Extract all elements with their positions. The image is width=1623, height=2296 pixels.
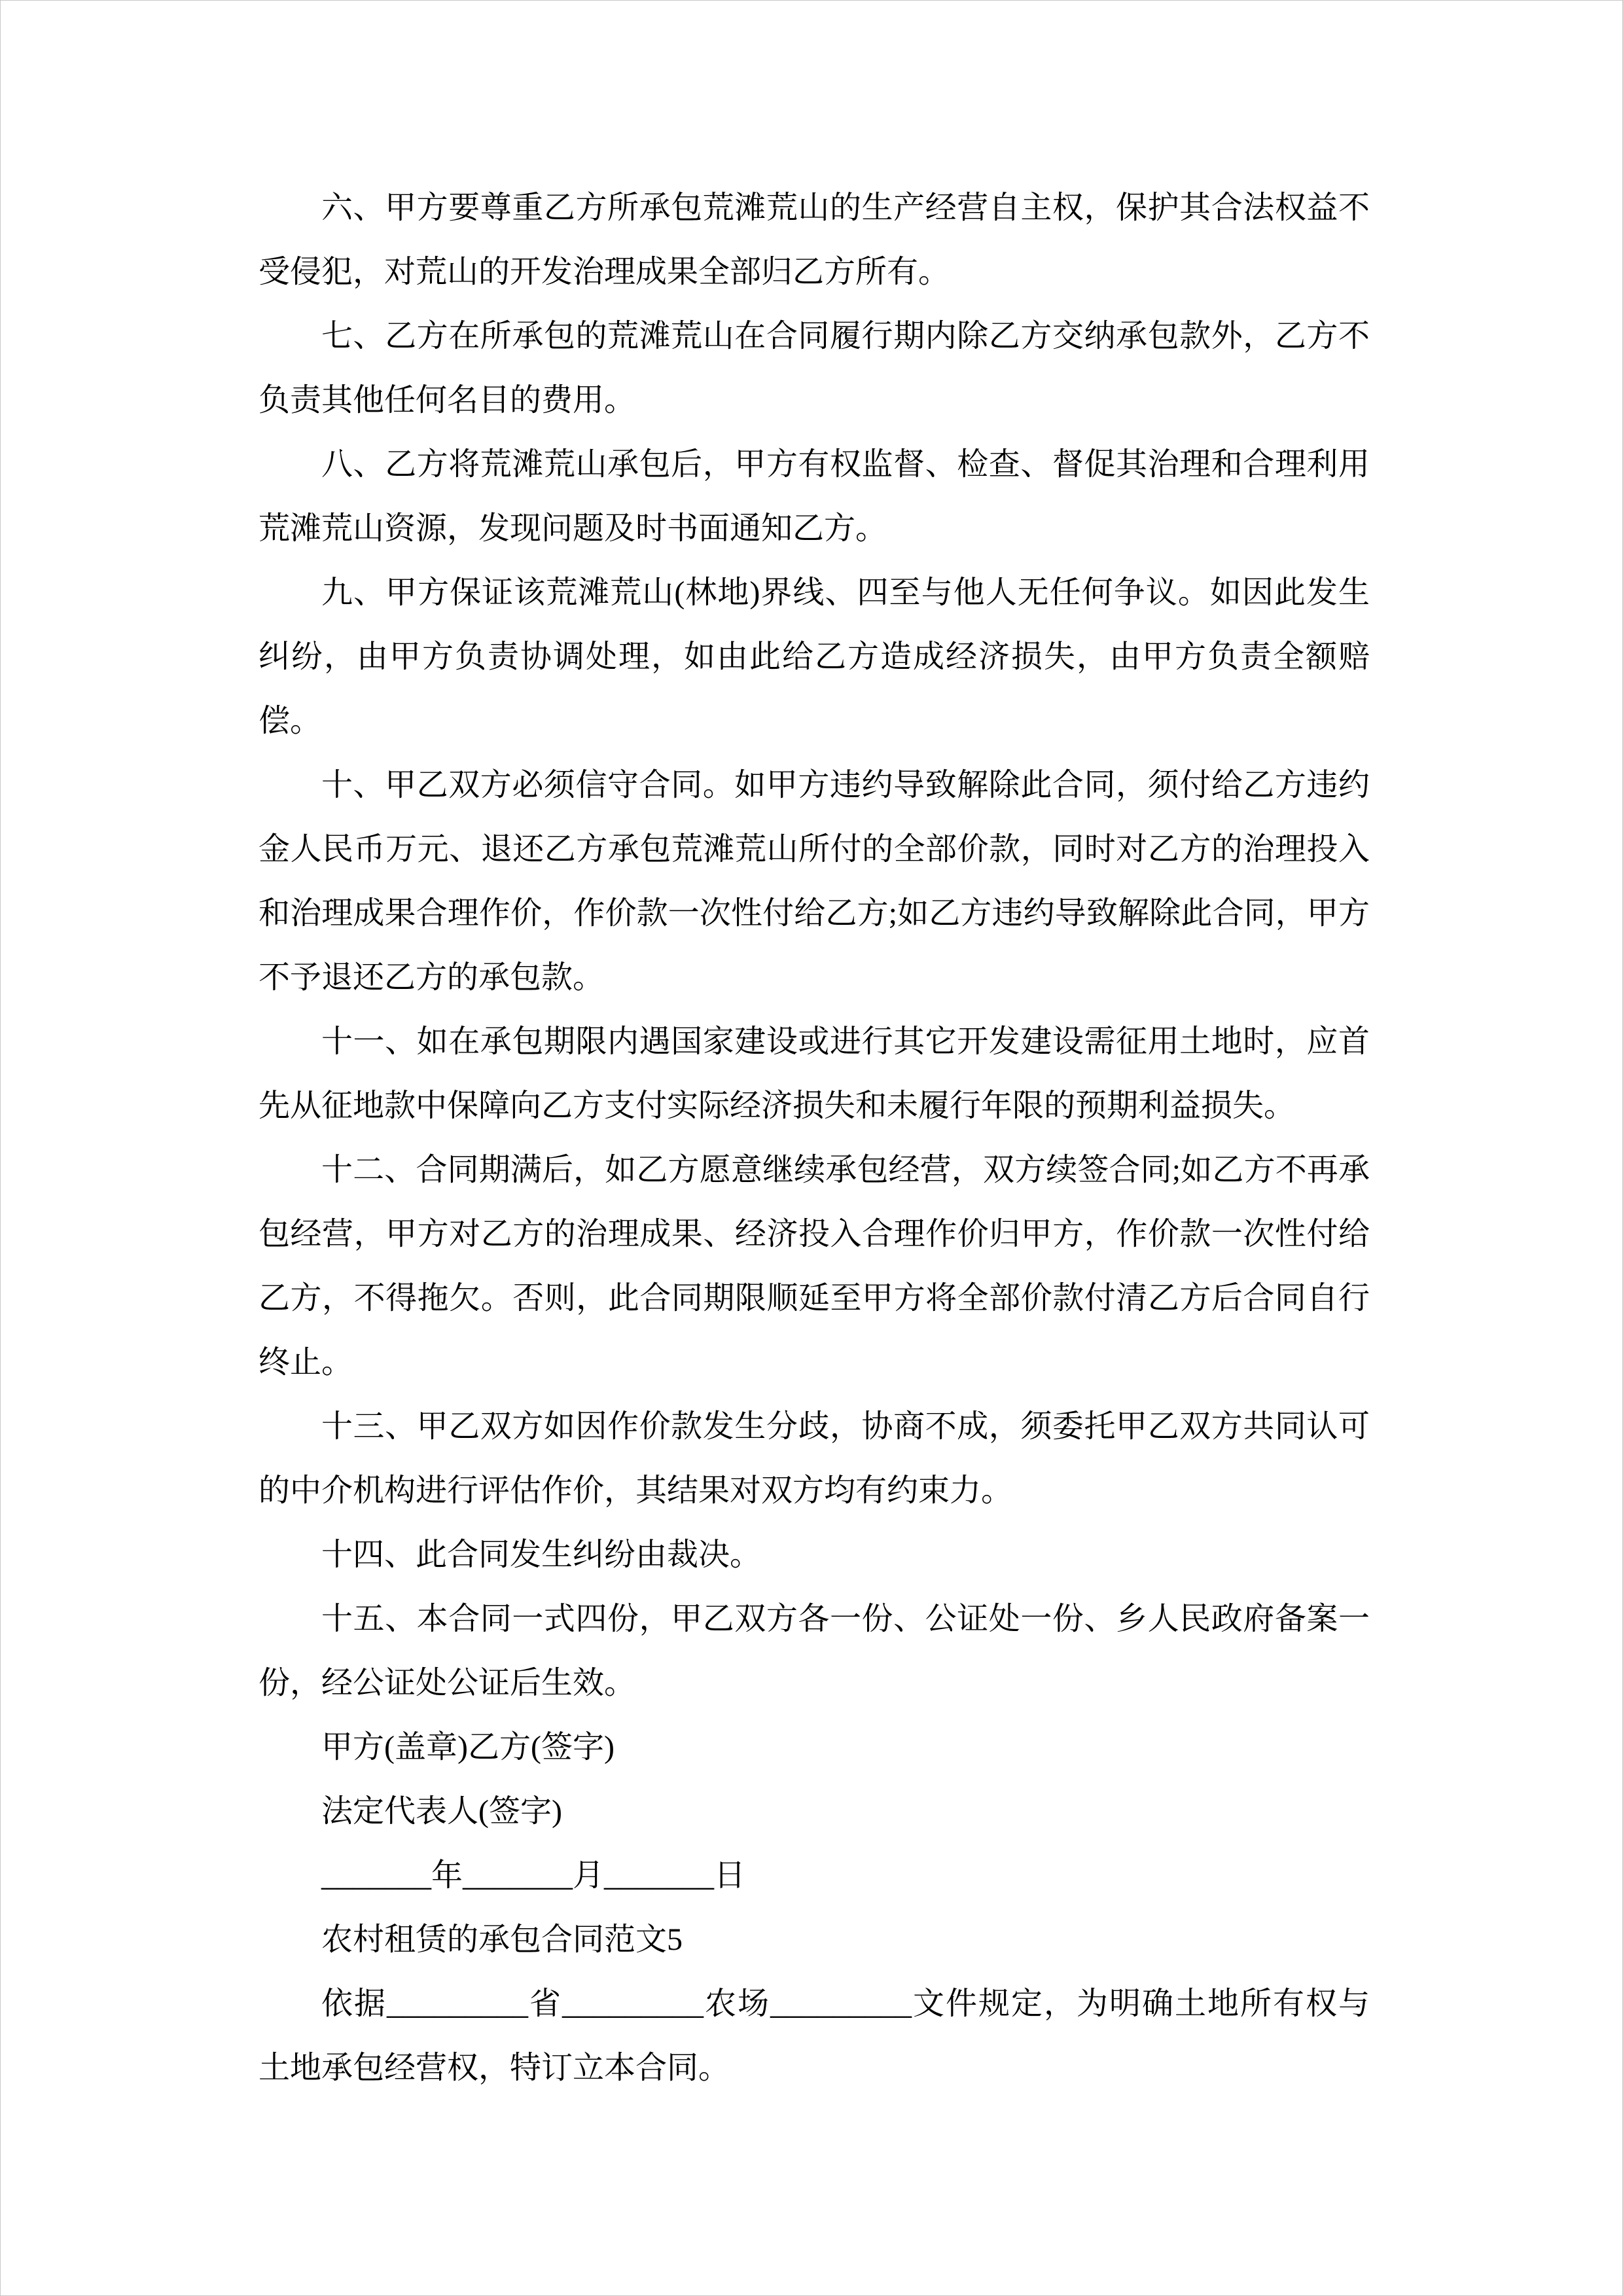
- paragraph: 八、乙方将荒滩荒山承包后，甲方有权监督、检查、督促其治理和合理利用荒滩荒山资源，发现问题及时书面通知乙方。: [259, 447, 1370, 546]
- paragraph: 甲方(盖章)乙方(签字): [321, 1730, 615, 1765]
- document-content: [259, 176, 1370, 2100]
- paragraph: 七、乙方在所承包的荒滩荒山在合同履行期内除乙方交纳承包款外，乙方不负责其他任何名目的费用。: [259, 319, 1370, 418]
- paragraph: _______年_______月_______日: [321, 1858, 746, 1893]
- paragraph: 十二、合同期满后，如乙方愿意继续承包经营，双方续签合同;如乙方不再承包经营，甲方对乙方的治理成果、经济投入合理作价归甲方，作价款一次性付给乙方，不得拖欠。否则，此合同期限顺延至甲方将全部价款付清乙方后合同自行终止。: [259, 1153, 1370, 1380]
- paragraph: 农村租赁的承包合同范文5: [321, 1922, 683, 1957]
- paragraph: 十一、如在承包期限内遇国家建设或进行其它开发建设需征用土地时，应首先从征地款中保障向乙方支付实际经济损失和未履行年限的预期利益损失。: [259, 1024, 1370, 1123]
- paragraph: 依据_________省_________农场_________文件规定，为明确土地所有权与土地承包经营权，特订立本合同。: [259, 1986, 1370, 2085]
- paragraph: 法定代表人(签字): [321, 1794, 562, 1829]
- paragraph: 六、甲方要尊重乙方所承包荒滩荒山的生产经营自主权，保护其合法权益不受侵犯，对荒山的开发治理成果全部归乙方所有。: [259, 190, 1370, 289]
- paragraph: 九、甲方保证该荒滩荒山(林地)界线、四至与他人无任何争议。如因此发生纠纷，由甲方负责协调处理，如由此给乙方造成经济损失，由甲方负责全额赔偿。: [259, 575, 1370, 738]
- paragraph: 十五、本合同一式四份，甲乙双方各一份、公证处一份、乡人民政府备案一份，经公证处公证后生效。: [259, 1602, 1370, 1700]
- paragraph: 十、甲乙双方必须信守合同。如甲方违约导致解除此合同，须付给乙方违约金人民币万元、退还乙方承包荒滩荒山所付的全部价款，同时对乙方的治理投入和治理成果合理作价，作价款一次性付给乙方;如乙方违约导致解除此合同，甲方不予退还乙方的承包款。: [259, 768, 1370, 995]
- paragraph: 十四、此合同发生纠纷由裁决。: [321, 1537, 762, 1572]
- paragraph: 十三、甲乙双方如因作价款发生分歧，协商不成，须委托甲乙双方共同认可的中介机构进行评估作价，其结果对双方均有约束力。: [259, 1409, 1370, 1508]
